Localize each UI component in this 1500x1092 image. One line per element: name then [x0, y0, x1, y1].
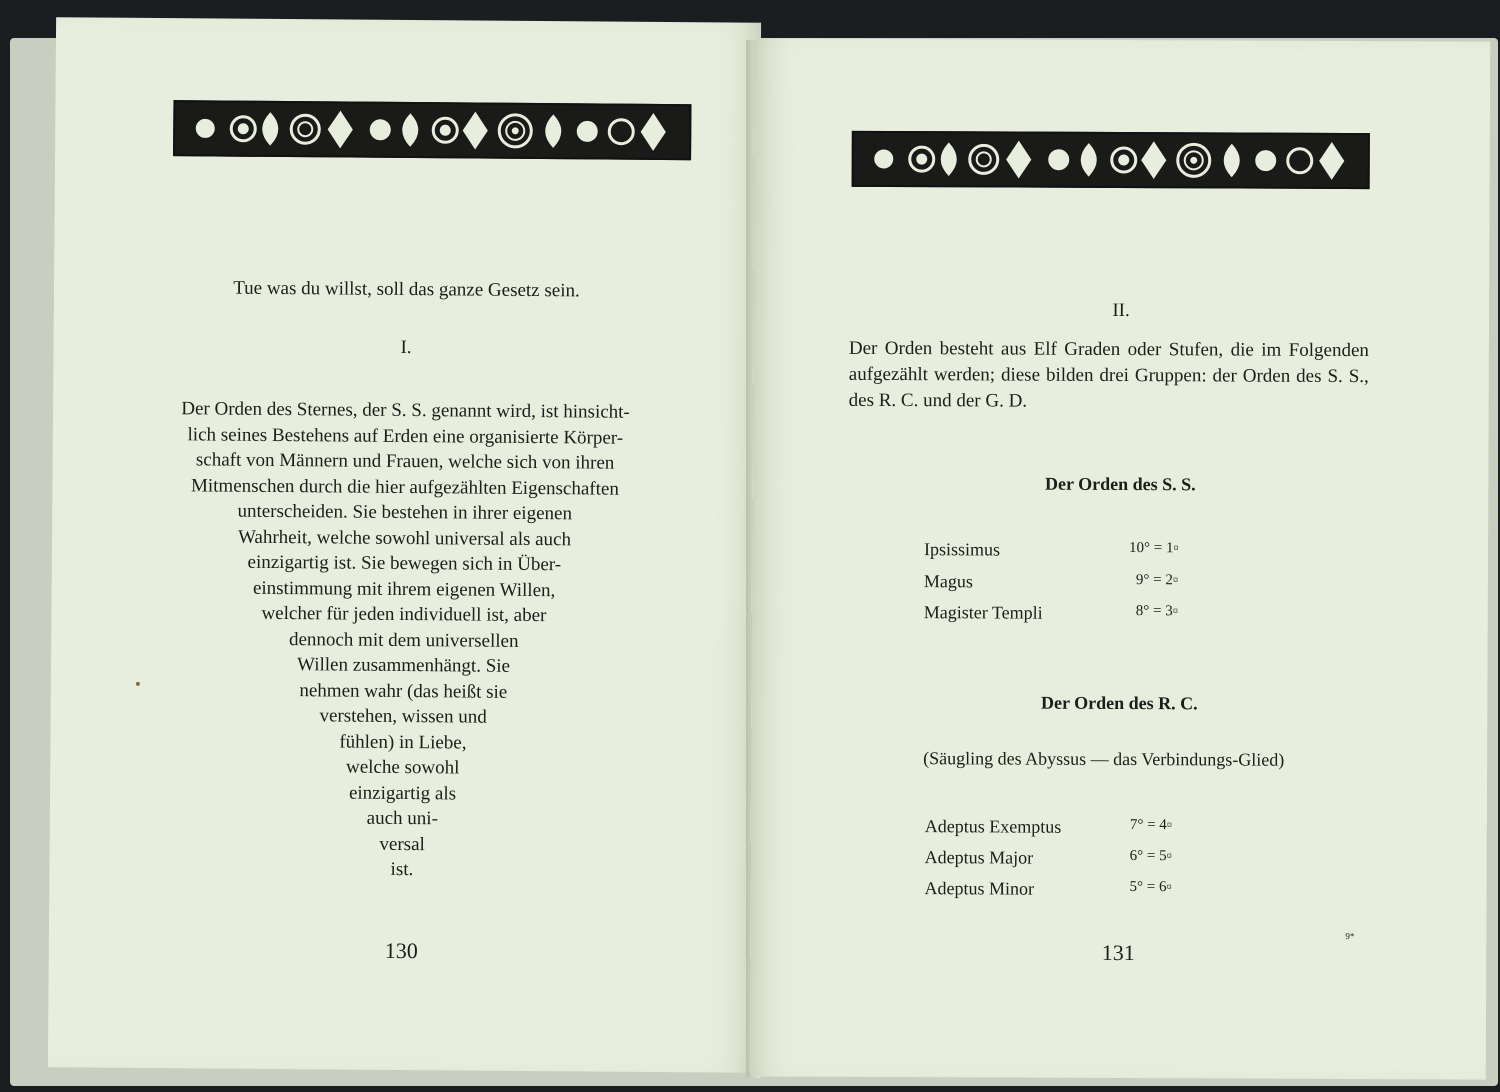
poem-line: lich seines Bestehens auf Erden eine organisierte Körper- [187, 423, 624, 449]
poem-line: Der Orden des Sternes, der S. S. genannt wird, ist hinsicht- [181, 398, 630, 423]
ink-speck [136, 682, 140, 686]
poem-line: dennoch mit dem universellen [288, 628, 519, 652]
grade-formula: 9° = 2▫ [1135, 572, 1179, 589]
ornamental-header-band [852, 131, 1370, 189]
page-number-left: 130 [384, 937, 418, 964]
order-ss-heading: Der Orden des S. S. [1044, 473, 1196, 495]
poem-line: Willen zusammenhängt. Sie [297, 654, 511, 677]
poem-line: Mitmenschen durch die hier aufgezählten Eigenschaften [190, 474, 619, 500]
poem-line: welche sowohl [345, 756, 460, 779]
poem-line: versal [379, 833, 425, 855]
poem-line: einstimmung mit ihrem eigenen Willen, [252, 577, 556, 601]
grade-formula: 10° = 1▫ [1129, 540, 1179, 557]
page-number-right: 131 [1101, 939, 1135, 966]
order-rc-heading: Der Orden des R. C. [1041, 692, 1198, 714]
order-rc-note: (Säugling des Abyssus — das Verbindungs-Glied) [923, 748, 1285, 770]
grade-name: Magister Templi [923, 602, 1043, 623]
ornamental-header-band [173, 100, 691, 160]
grade-formula: 5° = 6▫ [1129, 879, 1172, 896]
section-number-two: II. [1112, 299, 1130, 322]
poem-line: einzigartig als [348, 782, 457, 804]
poem-line: auch uni- [366, 807, 439, 830]
shaped-text-block [49, 395, 758, 885]
poem-line: verstehen, wissen und [319, 705, 487, 728]
grade-name: Adeptus Exemptus [924, 816, 1062, 837]
intro-paragraph: Der Orden besteht aus Elf Graden oder Stufen, die im Folgenden aufgezählt werden; diese bilden drei Gruppen: der Orden des S. S., des R. C. und der G. D. [848, 337, 1369, 412]
grade-formula: 7° = 4▫ [1129, 817, 1173, 834]
grade-formula: 8° = 3▫ [1135, 603, 1179, 620]
poem-line: ist. [390, 858, 414, 881]
poem-line: einzigartig ist. Sie bewegen sich in Über- [247, 551, 562, 576]
poem-line: schaft von Männern und Frauen, welche sich von ihren [195, 449, 615, 474]
poem-line: Wahrheit, welche sowohl universal als auch [237, 526, 572, 550]
section-number-one: I. [400, 336, 412, 359]
grade-formula: 6° = 5▫ [1129, 848, 1173, 865]
corner-mark: 9* [1345, 930, 1355, 942]
grade-name: Ipsissimus [923, 539, 1001, 560]
poem-line: welcher für jeden individuell ist, aber [261, 602, 547, 627]
right-page [750, 38, 1491, 1079]
grade-name: Adeptus Major [924, 847, 1034, 868]
grade-name: Magus [923, 571, 973, 592]
poem-line: nehmen wahr (das heißt sie [299, 679, 508, 703]
motto: Tue was du willst, soll das ganze Gesetz sein. [233, 277, 580, 302]
poem-line: unterscheiden. Sie bestehen in ihrer eigenen [237, 500, 573, 525]
grade-name: Adeptus Minor [924, 878, 1035, 899]
poem-line: fühlen) in Liebe, [339, 730, 467, 753]
left-page [48, 17, 761, 1073]
